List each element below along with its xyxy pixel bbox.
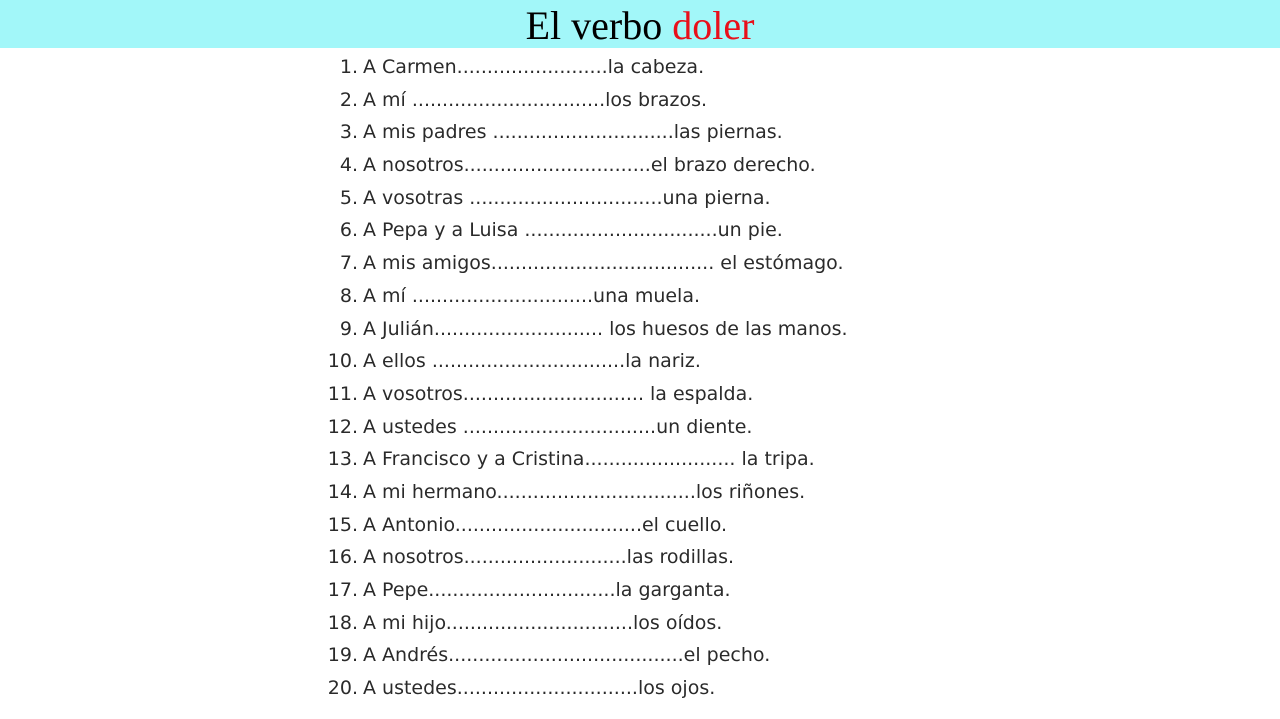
list-item [320,672,1020,705]
item-number: 17. [327,579,358,601]
item-text: A mi hijo...............................los oídos. [363,611,723,634]
item-text: A Francisco y a Cristina......................... la tripa. [363,448,815,471]
item-number: 13. [327,448,358,471]
item-text: A Carmen.........................la cabeza. [363,56,705,78]
list-item [320,84,1020,117]
list-item [320,345,1020,378]
item-number: 11. [327,382,358,405]
item-text: A Julián............................ los huesos de las manos. [363,317,848,340]
list-item [320,51,1020,84]
list-item [320,574,1020,607]
item-text: A Antonio...............................el cuello. [363,513,728,536]
list-item [320,411,1020,444]
list-item [320,214,1020,247]
list-item [320,443,1020,476]
item-number: 6. [339,219,358,242]
item-number: 19. [327,644,358,667]
item-text: A nosotros...............................el brazo derecho. [363,154,816,177]
item-text: A mi hermano.................................los riñones. [363,480,806,503]
item-number: 18. [327,611,358,634]
item-number: 12. [327,415,358,438]
item-text: A ustedes..............................los ojos. [363,677,716,700]
title-highlight-word: doler [672,3,755,48]
item-number: 15. [327,513,358,536]
item-number: 1. [339,56,358,78]
item-text: A mí ..............................una muela. [363,284,701,307]
list-item [320,116,1020,149]
title-bar [0,0,1280,48]
item-text: A ustedes ................................un diente. [363,415,753,438]
item-text: A vosotras ................................una pierna. [363,186,771,209]
item-number: 8. [339,284,358,307]
list-item [320,182,1020,215]
item-number: 16. [327,546,358,569]
item-text: A mis amigos..................................... el estómago. [363,252,844,275]
item-number: 7. [339,252,358,275]
list-item [320,639,1020,672]
item-number: 9. [339,317,358,340]
list-item [320,313,1020,346]
item-text: A vosotros.............................. la espalda. [363,382,754,405]
exercise-list [320,51,1020,705]
item-number: 3. [339,121,358,144]
list-item [320,476,1020,509]
list-item [320,149,1020,182]
list-item [320,541,1020,574]
list-item [320,280,1020,313]
item-text: A mí ................................los brazos. [363,88,708,111]
item-text: A Pepa y a Luisa ................................un pie. [363,219,783,242]
item-text: A mis padres ..............................las piernas. [363,121,783,144]
item-text: A Andrés.......................................el pecho. [363,644,771,667]
item-number: 2. [339,88,358,111]
item-text: A ellos ................................la nariz. [363,350,701,373]
list-item [320,247,1020,280]
item-number: 4. [339,154,358,177]
title-text: El verbo [525,3,663,48]
item-number: 10. [327,350,358,373]
item-text: A nosotros...........................las rodillas. [363,546,735,569]
item-number: 20. [327,677,358,700]
list-item [320,607,1020,640]
list-item [320,378,1020,411]
item-number: 5. [339,186,358,209]
list-item [320,509,1020,542]
item-number: 14. [327,480,358,503]
item-text: A Pepe...............................la garganta. [363,579,731,601]
